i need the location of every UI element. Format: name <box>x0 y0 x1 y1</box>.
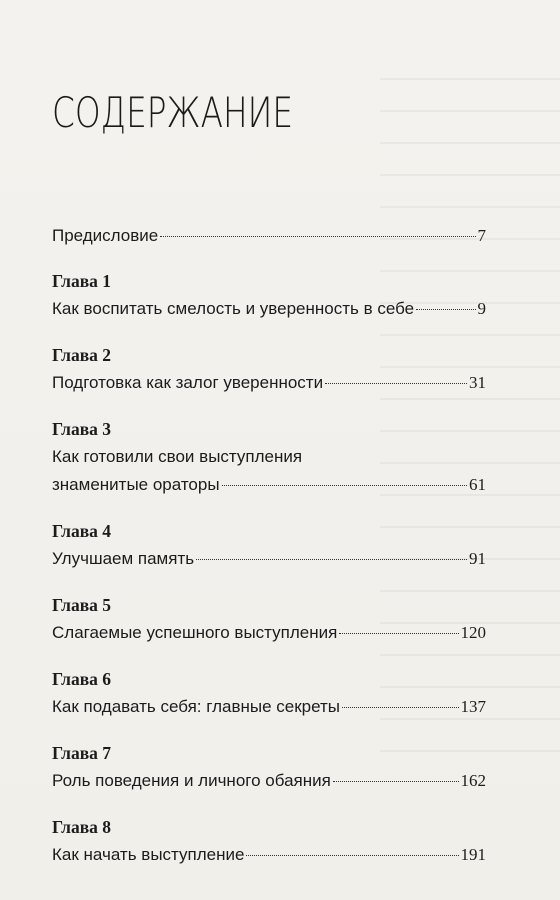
toc-chapter-entry <box>52 742 486 795</box>
chapter-title-line: знаменитые ораторы <box>52 475 220 494</box>
toc-entry-preface <box>52 222 486 250</box>
toc-page-number: 120 <box>460 623 486 642</box>
toc-chapter-entry <box>52 594 486 647</box>
toc-page-number: 9 <box>477 299 486 318</box>
chapter-label: Глава 7 <box>52 743 112 763</box>
chapter-title-row <box>52 767 486 795</box>
chapter-title-line: Как подавать себя: главные секреты <box>52 697 341 716</box>
dot-leader <box>160 236 475 237</box>
chapter-title-row <box>52 369 486 397</box>
toc-chapter-entry <box>52 520 486 573</box>
chapter-title-line: Как готовили свои выступления <box>52 447 303 466</box>
table-of-contents <box>52 222 486 890</box>
chapter-title-row <box>52 295 486 323</box>
chapter-title-row <box>52 693 486 721</box>
dot-leader <box>339 633 458 634</box>
chapter-list <box>52 270 486 869</box>
toc-page-number: 137 <box>460 697 486 716</box>
toc-chapter-entry <box>52 668 486 721</box>
chapter-title-line: Слагаемые успешного выступления <box>52 623 338 642</box>
chapter-label: Глава 1 <box>52 271 112 291</box>
toc-page-number: 162 <box>460 771 486 790</box>
dot-leader <box>416 309 475 310</box>
chapter-label: Глава 3 <box>52 419 112 439</box>
chapter-label: Глава 2 <box>52 345 112 365</box>
chapter-title-line: Роль поведения и личного обаяния <box>52 771 331 790</box>
toc-chapter-entry <box>52 816 486 869</box>
toc-chapter-entry <box>52 344 486 397</box>
chapter-title-row <box>52 619 486 647</box>
chapter-title-row <box>52 545 486 573</box>
dot-leader <box>333 781 459 782</box>
toc-page-number: 31 <box>469 373 486 392</box>
toc-page-number: 191 <box>460 845 486 864</box>
chapter-title-line: Как начать выступление <box>52 845 245 864</box>
chapter-label: Глава 8 <box>52 817 112 837</box>
toc-chapter-entry <box>52 270 486 323</box>
chapter-title-line: Подготовка как залог уверенности <box>52 373 324 392</box>
dot-leader <box>196 559 467 560</box>
chapter-title-row <box>52 841 486 869</box>
toc-entry-title: Предисловие <box>52 226 159 245</box>
chapter-title-line: Улучшаем память <box>52 549 195 568</box>
dot-leader <box>342 707 458 708</box>
chapter-label: Глава 5 <box>52 595 112 615</box>
dot-leader <box>246 855 458 856</box>
chapter-label: Глава 4 <box>52 521 112 541</box>
toc-page-number: 91 <box>469 549 486 568</box>
chapter-title-row <box>52 471 486 499</box>
dot-leader <box>222 485 467 486</box>
chapter-label: Глава 6 <box>52 669 112 689</box>
page-title: СОДЕРЖАНИЕ <box>52 88 294 137</box>
chapter-title-line: Как воспитать смелость и уверенность в себе <box>52 299 415 318</box>
toc-chapter-entry <box>52 418 486 499</box>
toc-page-number: 7 <box>477 226 486 245</box>
dot-leader <box>325 383 467 384</box>
toc-page-number: 61 <box>469 475 486 494</box>
